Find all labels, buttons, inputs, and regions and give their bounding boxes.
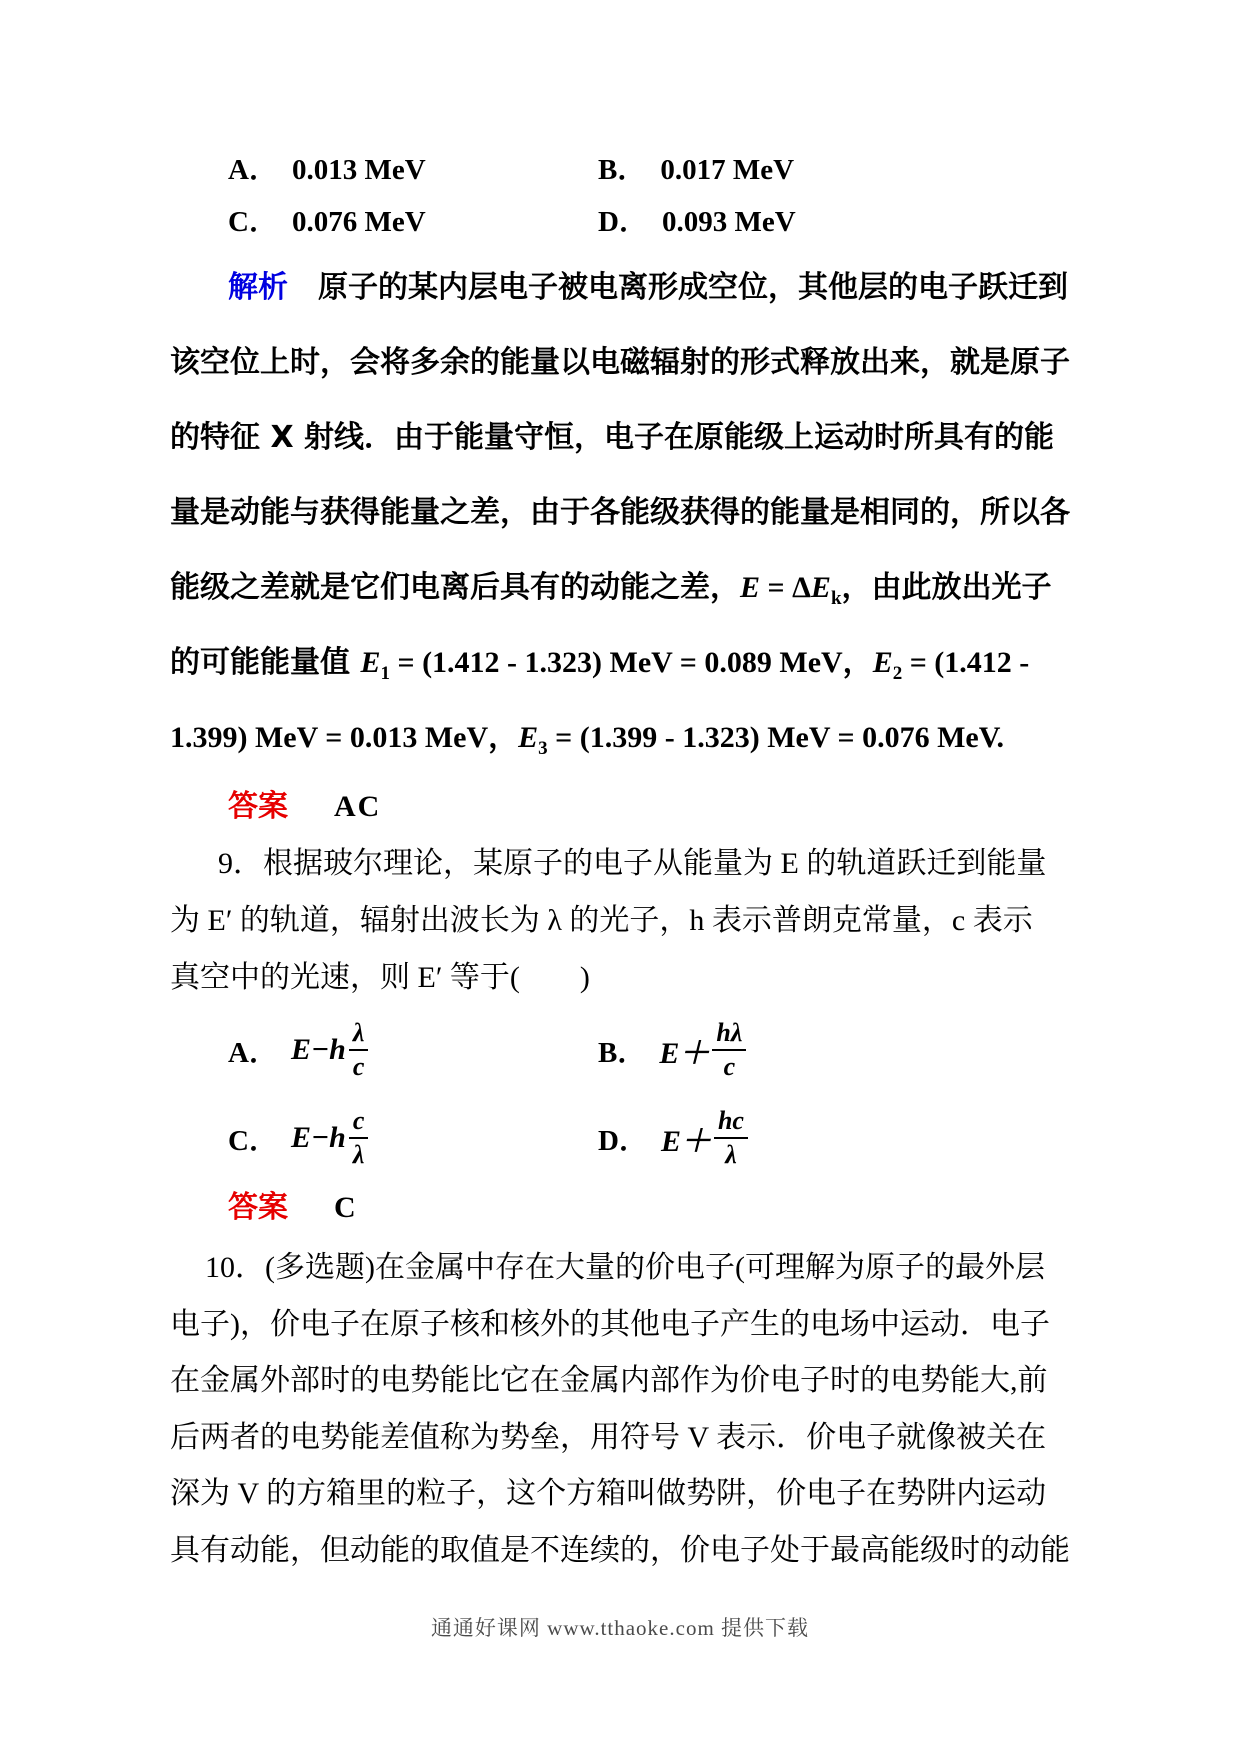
fraction xyxy=(349,1106,369,1170)
analysis-text: 原子的某内层电子被电离形成空位，其他层的电子跃迁到 xyxy=(318,270,1068,305)
option-label: A． xyxy=(228,1036,278,1069)
question-line: 10．(多选题)在金属中存在大量的价电子(可理解为原子的最外层 xyxy=(205,1251,1045,1284)
analysis-text: 量是动能与获得能量之差，由于各能级获得的能量是相同的，所以各 xyxy=(170,495,1070,530)
q8-option-c xyxy=(228,196,598,248)
fraction-denominator: c xyxy=(352,1052,365,1081)
option-label: B． xyxy=(598,154,647,186)
option-value: 0.093 MeV xyxy=(661,206,796,238)
math-expression: = (1.399 - 1.323) MeV = 0.076 MeV. xyxy=(547,721,1004,754)
formula-prefix: E＋ xyxy=(660,1125,711,1158)
math-expression: = (1.412 - 1.323) MeV = 0.089 MeV， xyxy=(389,646,873,679)
q8-option-b xyxy=(598,144,794,196)
analysis-line xyxy=(170,475,1070,550)
fraction-numerator: λ xyxy=(349,1018,369,1051)
formula-prefix: E−h xyxy=(290,1033,346,1066)
math-subscript: 3 xyxy=(538,738,548,759)
fraction-denominator: c xyxy=(723,1052,736,1081)
option-value: 0.013 MeV xyxy=(291,154,426,186)
q9-options-row-2 xyxy=(170,1096,1070,1180)
fraction-numerator: hλ xyxy=(712,1018,746,1051)
question-line: 为 E′ 的轨道，辐射出波长为 λ 的光子，h 表示普朗克常量，c 表示 xyxy=(170,904,1033,937)
question-line: 真空中的光速，则 E′ 等于( ) xyxy=(170,961,590,994)
analysis-line xyxy=(170,400,1070,475)
math-expression: 1.399) MeV = 0.013 MeV， xyxy=(170,721,519,754)
answer-value: C xyxy=(334,1191,358,1224)
footer-text: 通通好课网 www.tthaoke.com 提供下载 xyxy=(430,1616,810,1640)
answer-value: AC xyxy=(334,790,382,823)
option-value: 0.076 MeV xyxy=(291,206,426,238)
option-value: 0.017 MeV xyxy=(660,154,795,186)
question-line: 9．根据玻尔理论，某原子的电子从能量为 E 的轨道跃迁到能量 xyxy=(218,847,1047,880)
formula-prefix: E−h xyxy=(290,1121,346,1154)
fraction-numerator: c xyxy=(349,1106,369,1139)
option-label: C． xyxy=(228,206,278,238)
analysis-text: 的特征 X 射线．由于能量守恒，电子在原能级上运动时所具有的能 xyxy=(170,420,1055,455)
option-label: C． xyxy=(228,1124,278,1157)
q9-answer-row xyxy=(170,1183,358,1233)
math-var-E: E xyxy=(740,571,761,604)
formula-prefix: E＋ xyxy=(659,1037,710,1070)
q9-option-a xyxy=(228,1008,368,1092)
fraction-denominator: λ xyxy=(725,1140,737,1169)
q9-option-b xyxy=(598,1008,746,1092)
math-expression: = (1.412 - xyxy=(902,646,1030,679)
math-subscript: 1 xyxy=(380,663,390,684)
question-line: 深为 V 的方箱里的粒子，这个方箱叫做势阱，价电子在势阱内运动 xyxy=(170,1477,1047,1510)
question-line: 具有动能，但动能的取值是不连续的，价电子处于最高能级时的动能 xyxy=(170,1533,1070,1567)
analysis-line xyxy=(170,625,1070,700)
q8-answer-row xyxy=(170,782,381,832)
math-var-E: E xyxy=(810,571,831,604)
math-var-E: E xyxy=(872,646,893,679)
q8-options-row-2 xyxy=(170,196,1070,248)
fraction-numerator: hc xyxy=(714,1106,748,1139)
question-10 xyxy=(170,1240,1070,1579)
analysis-text: ，由此放出光子 xyxy=(841,570,1052,605)
analysis-text: 该空位上时，会将多余的能量以电磁辐射的形式释放出来，就是原子 xyxy=(170,345,1070,380)
option-label: D． xyxy=(598,1124,648,1157)
math-subscript: k xyxy=(830,588,842,609)
q8-option-a xyxy=(228,144,598,196)
analysis-line xyxy=(170,700,1070,775)
q9-options-row-1 xyxy=(170,1008,1070,1092)
analysis-label: 解析 xyxy=(228,270,288,305)
fraction xyxy=(712,1018,746,1082)
fraction-denominator: λ xyxy=(352,1140,365,1169)
analysis-line xyxy=(170,325,1070,400)
math-var-E: E xyxy=(360,646,381,679)
fraction xyxy=(349,1018,369,1082)
answer-label: 答案 xyxy=(228,1190,288,1225)
question-9 xyxy=(170,835,1070,1006)
q8-analysis xyxy=(170,250,1070,775)
option-label: D． xyxy=(598,206,648,238)
q9-option-d xyxy=(598,1096,748,1180)
q8-option-d xyxy=(598,196,796,248)
answer-label: 答案 xyxy=(228,789,288,824)
analysis-line xyxy=(170,250,1070,325)
question-line: 电子)，价电子在原子核和核外的其他电子产生的电场中运动．电子 xyxy=(170,1307,1050,1341)
analysis-text: 能级之差就是它们电离后具有的动能之差， xyxy=(170,570,740,605)
q8-options-row-1 xyxy=(170,144,1070,196)
analysis-text: 的可能能量值 xyxy=(170,645,361,680)
math-subscript: 2 xyxy=(892,663,903,684)
question-line: 在金属外部时的电势能比它在金属内部作为价电子时的电势能大,前 xyxy=(170,1364,1048,1397)
fraction xyxy=(714,1106,748,1170)
math-var-E: E xyxy=(518,721,539,754)
q8-options xyxy=(170,144,1070,248)
option-label: A． xyxy=(228,154,278,186)
q9-option-c xyxy=(228,1096,368,1180)
math-operator: = Δ xyxy=(760,571,811,604)
question-line: 后两者的电势能差值称为势垒，用符号 V 表示．价电子就像被关在 xyxy=(170,1420,1047,1454)
option-label: B． xyxy=(598,1036,647,1069)
analysis-line xyxy=(170,550,1070,625)
